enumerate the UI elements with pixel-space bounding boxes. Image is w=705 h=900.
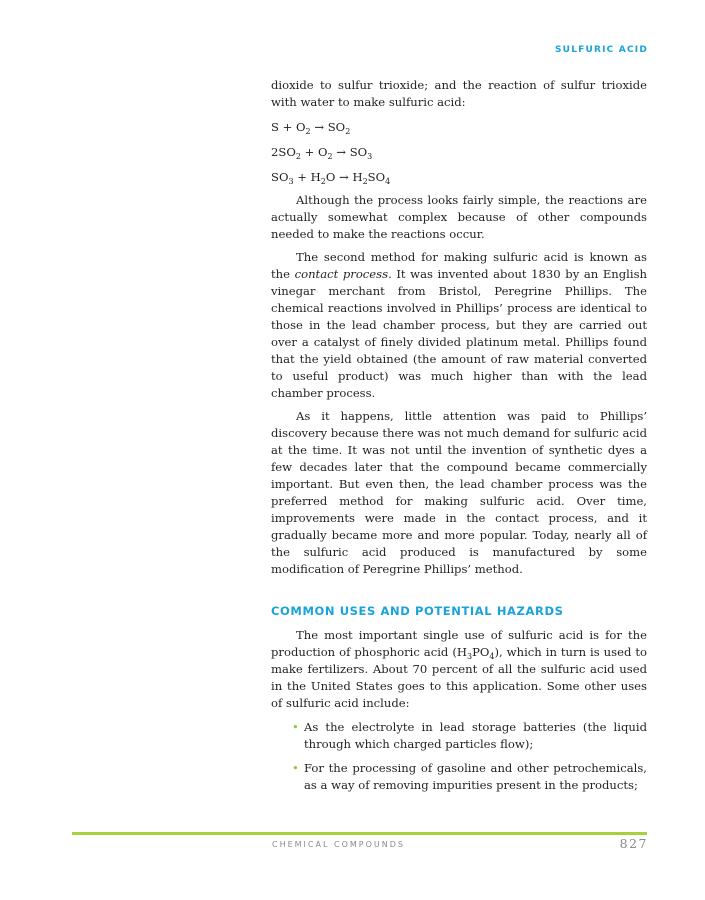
footer-book-title: CHEMICAL COMPOUNDS [272,840,405,849]
equation-2: $2SO_2 + O_2 \to SO_3$ [271,145,373,161]
list-item: • For the processing of gasoline and other petrochemicals, as a way of removing impurities present in the products; [292,761,647,792]
contact-process-term: contact process [294,267,389,281]
intro-paragraph: dioxide to sulfur trioxide; and the reaction of sulfur trioxide with water to make sulfuric acid: [271,78,647,109]
paragraph-2: The second method for making sulfuric acid is known as the contact process. It was invented about 1830 by an English vinegar merchant from Bristol, Peregrine Phillips. The chemical reactions involved in Phillips’ process are identical to those in the lead chamber process, but they are carried out over a catalyst of finely divided platinum metal. Phillips found that the yield obtained (the amount of raw material converted to useful product) was much higher than with the lead chamber process. [271,250,648,400]
list-item: • As the electrolyte in lead storage batteries (the liquid through which charged particles flow); [292,720,647,751]
bullet-icon: • [292,720,299,734]
main-column [271,77,647,794]
running-head: SULFURIC ACID [555,45,648,55]
equation-1: $S + O_2 \to SO_2$ [271,120,351,136]
page-number: 827 [619,836,648,851]
footer-rule [72,832,647,835]
paragraph-3: As it happens, little attention was paid to Phillips’ discovery because there was not much demand for sulfuric acid at the time. It was not until the invention of synthetic dyes a few decades later that the compound became commercially important. But even then, the lead chamber process was the preferred method for making sulfuric acid. Over time, improvements were made in the contact process, and it gradually became more and more popular. Today, nearly all of the sulfuric acid produced is manufactured by some modification of Peregrine Phillips’ method. [271,409,647,576]
bullet-icon: • [292,761,299,775]
section-heading: COMMON USES AND POTENTIAL HAZARDS [271,604,564,618]
paragraph-4: The most important single use of sulfuric acid is for the production of phosphoric acid $(H_3PO_4)$, which in turn is used to make fertilizers. About 70 percent of all the sulfuric acid used in the United States goes to this application. Some other uses of sulfuric acid include: [271,628,647,710]
equation-3: $SO_3 + H_2O \to H_2SO_4$ [271,170,391,186]
paragraph-1: Although the process looks fairly simple, the reactions are actually somewhat complex because of other compounds needed to make the reactions occur. [271,193,647,241]
